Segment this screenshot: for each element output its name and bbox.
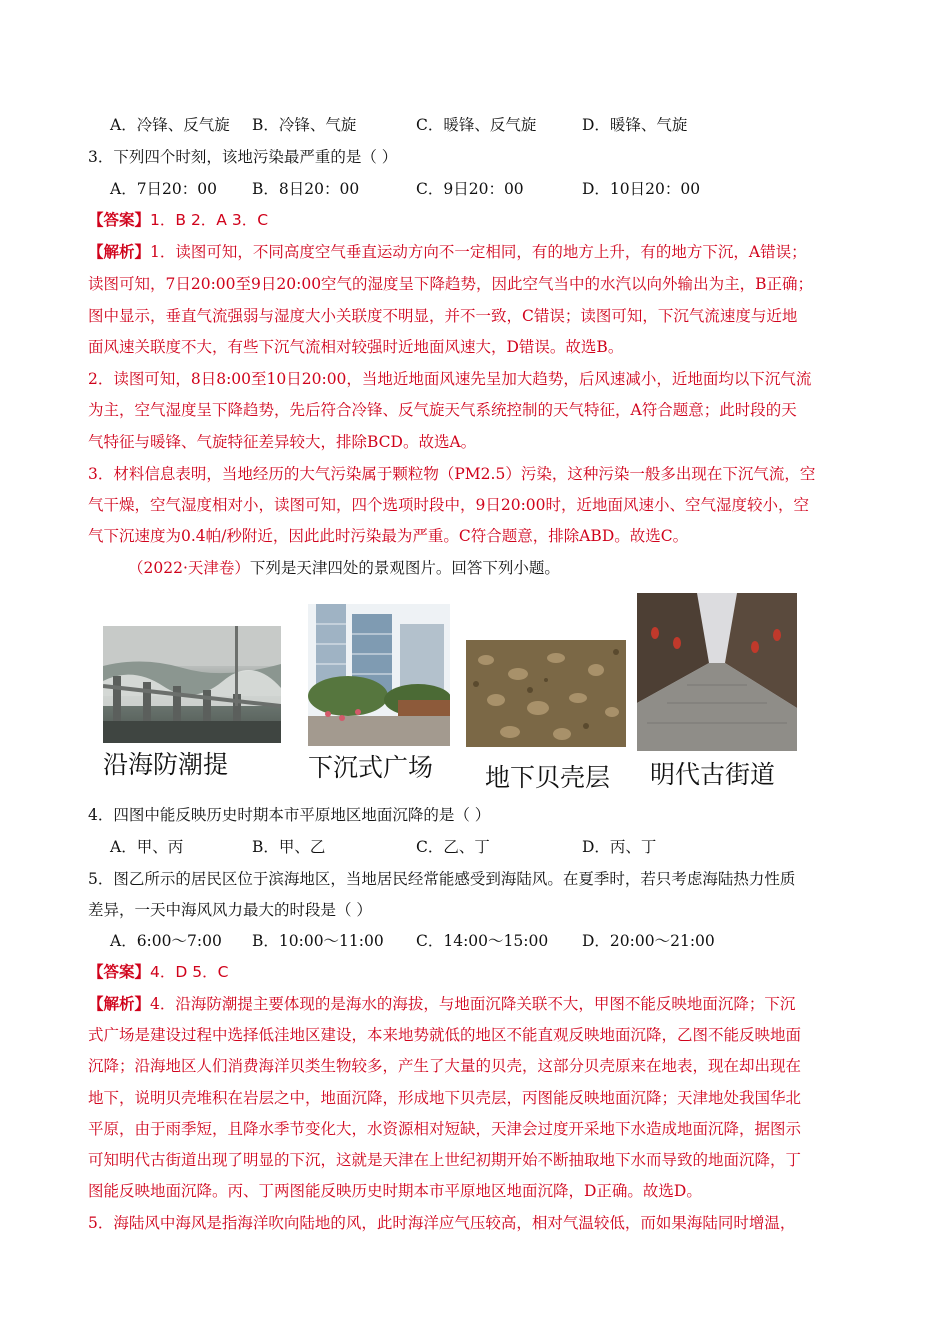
q3-option-b[interactable]: B．8日20：00	[252, 180, 360, 198]
answer-text: 4．D 5．C	[150, 963, 229, 981]
q4-stem: 4．四图中能反映历史时期本市平原地区地面沉降的是（ ）	[88, 806, 491, 824]
source-text: 下列是天津四处的景观图片。回答下列小题。	[249, 559, 560, 577]
q4-option-c[interactable]: C．乙、丁	[416, 838, 490, 856]
q5-stem-line: 5．图乙所示的居民区位于滨海地区，当地居民经常能感受到海陆风。在夏季时，若只考虑海陆热力性质	[88, 870, 796, 888]
q3-option-c[interactable]: C．9日20：00	[416, 180, 524, 198]
analysis-line: 沉降；沿海地区人们消费海洋贝类生物较多，产生了大量的贝壳，这部分贝壳原来在地表，现在却出现在	[88, 1057, 802, 1075]
analysis-line: 面风速关联度不大，有些下沉气流相对较强时近地面风速大，D错误。故选B。	[88, 338, 624, 356]
q5-option-c[interactable]: C．14:00～15:00	[416, 932, 549, 950]
photo-shell-layer	[466, 640, 626, 747]
shell-layer-illustration	[466, 640, 626, 747]
q4-option-d[interactable]: D．丙、丁	[582, 838, 657, 856]
photo-caption-shell-layer: 地下贝壳层	[485, 763, 611, 792]
analysis-text: 1．读图可知，不同高度空气垂直运动方向不一定相同，有的地方上升，有的地方下沉，A错误；	[150, 243, 807, 261]
q5-stem-line: 差异，一天中海风风力最大的时段是（ ）	[88, 901, 372, 919]
answer-label: 【答案】	[88, 962, 151, 981]
analysis-line: 平原，由于雨季短，且降水季节变化大，水资源相对短缺，天津会过度开采地下水造成地面沉降，据图示	[88, 1120, 802, 1138]
analysis-line: 图能反映地面沉降。丙、丁两图能反映历史时期本市平原地区地面沉降，D正确。故选D。	[88, 1182, 702, 1200]
analysis-label: 【解析】	[88, 242, 151, 261]
analysis-line: 气下沉速度为0.4帕/秒附近，因此此时污染最为严重。C符合题意，排除ABD。故选C。	[88, 527, 689, 545]
analysis-line: 气干燥，空气湿度相对小，读图可知，四个选项时段中，9日20:00时，近地面风速小、空气湿度较小，空	[88, 496, 810, 514]
plaza-illustration	[308, 604, 450, 746]
analysis-line	[88, 993, 868, 1015]
answer-block-1	[88, 209, 868, 231]
photo-seawall	[103, 626, 281, 743]
q2-option-b[interactable]: B．冷锋、气旋	[252, 116, 357, 134]
q3-option-d[interactable]: D．10日20：00	[582, 180, 701, 198]
seawall-illustration	[103, 626, 281, 743]
analysis-line	[88, 241, 868, 263]
analysis-line: 气特征与暖锋、气旋特征差异较大，排除BCD。故选A。	[88, 433, 477, 451]
analysis-line: 地下，说明贝壳堆积在岩层之中，地面沉降，形成地下贝壳层，丙图能反映地面沉降；天津地处我国华北	[88, 1089, 802, 1107]
photo-sunken-plaza	[308, 604, 450, 746]
q3-option-a[interactable]: A．7日20：00	[110, 180, 218, 198]
answer-label: 【答案】	[88, 210, 151, 229]
photo-caption-seawall: 沿海防潮提	[103, 750, 229, 779]
analysis-text: 4．沿海防潮提主要体现的是海水的海拔，与地面沉降关联不大，甲图不能反映地面沉降；下沉	[150, 995, 796, 1013]
q2-option-c[interactable]: C．暖锋、反气旋	[416, 116, 537, 134]
photo-caption-sunken-plaza: 下沉式广场	[308, 753, 434, 782]
answer-text: 1．B 2．A 3．C	[150, 211, 269, 229]
analysis-line: 2．读图可知，8日8:00至10日20:00，当地近地面风速先呈加大趋势，后风速减小，近地面均以下沉气流	[88, 370, 812, 388]
analysis-line: 读图可知，7日20:00至9日20:00空气的湿度呈下降趋势，因此空气当中的水汽以向外输出为主，B正确；	[88, 275, 813, 293]
question-source	[128, 557, 560, 579]
source-name: （2022·天津卷）	[128, 559, 250, 577]
analysis-line: 5．海陆风中海风是指海洋吹向陆地的风，此时海洋应气压较高，相对气温较低，而如果海陆同时增温，	[88, 1214, 796, 1232]
q5-option-d[interactable]: D．20:00～21:00	[582, 932, 715, 950]
q5-option-b[interactable]: B．10:00～11:00	[252, 932, 384, 950]
analysis-line: 图中显示，垂直气流强弱与湿度大小关联度不明显，并不一致，C错误；读图可知，下沉气流速度与近地	[88, 307, 798, 325]
photo-caption-ming-street: 明代古街道	[650, 760, 776, 789]
q3-stem: 3．下列四个时刻，该地污染最严重的是（ ）	[88, 148, 398, 166]
analysis-label: 【解析】	[88, 994, 151, 1013]
q4-option-b[interactable]: B．甲、乙	[252, 838, 326, 856]
q4-option-a[interactable]: A．甲、丙	[110, 838, 184, 856]
analysis-line: 式广场是建设过程中选择低洼地区建设，本来地势就低的地区不能直观反映地面沉降，乙图不能反映地面	[88, 1026, 802, 1044]
photo-ming-street	[637, 593, 797, 751]
answer-block-2	[88, 961, 868, 983]
ming-street-illustration	[637, 593, 797, 751]
q5-option-a[interactable]: A．6:00～7:00	[110, 932, 222, 950]
q2-option-d[interactable]: D．暖锋、气旋	[582, 116, 688, 134]
analysis-line: 3．材料信息表明，当地经历的大气污染属于颗粒物（PM2.5）污染，这种污染一般多出现在下沉气流，空	[88, 465, 816, 483]
analysis-line: 可知明代古街道出现了明显的下沉，这就是天津在上世纪初期开始不断抽取地下水而导致的地面沉降，丁	[88, 1151, 802, 1169]
q2-option-a[interactable]: A．冷锋、反气旋	[110, 116, 230, 134]
analysis-line: 为主，空气湿度呈下降趋势，先后符合冷锋、反气旋天气系统控制的天气特征，A符合题意；此时段的天	[88, 401, 797, 419]
